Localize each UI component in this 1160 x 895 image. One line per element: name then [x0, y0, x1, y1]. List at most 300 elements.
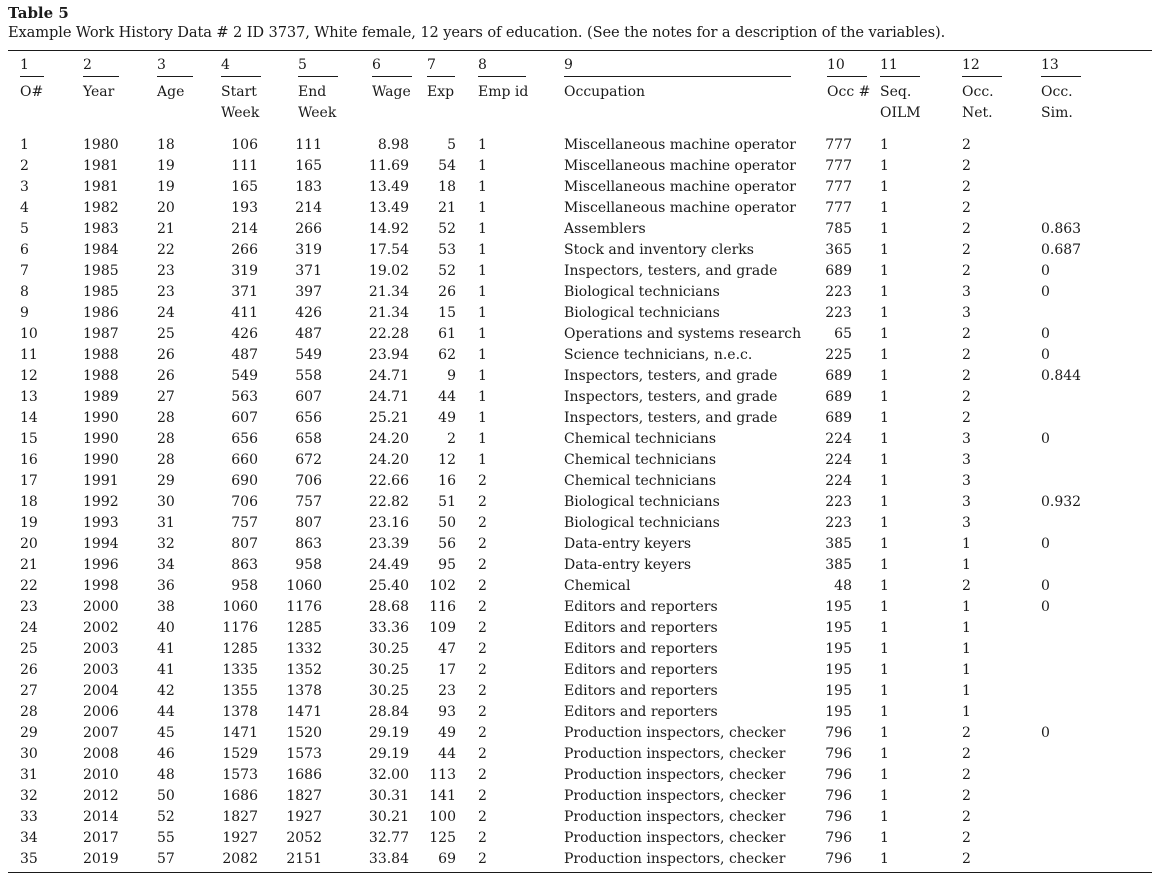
cell-year: 2002	[83, 620, 119, 636]
cell-occupation: Production inspectors, checker	[564, 830, 786, 846]
cell-occ-sim: 0.844	[1041, 368, 1082, 384]
cell-occupation-code: 224	[825, 431, 852, 447]
cell-age: 18	[157, 137, 175, 153]
column-number-label: 4	[221, 57, 261, 77]
cell-occ-sim	[1029, 177, 1152, 198]
cell-end-week: 672	[295, 452, 322, 468]
cell-age: 26	[157, 368, 175, 384]
cell-start-week: 607	[231, 410, 258, 426]
cell-employer-id: 1	[478, 410, 487, 426]
cell-occ-net: 2	[962, 410, 971, 426]
table-body	[8, 130, 1152, 870]
cell-wage: 13.49	[368, 179, 409, 195]
table-row	[8, 156, 1152, 177]
cell-seq-oilm: 1	[880, 599, 889, 615]
cell-year: 1988	[83, 347, 119, 363]
cell-year: 1990	[83, 431, 119, 447]
cell-order-number: 4	[20, 200, 29, 216]
cell-end-week: 2151	[286, 851, 322, 867]
cell-occupation-code: 785	[825, 221, 852, 237]
cell-employer-id: 1	[478, 284, 487, 300]
cell-occupation: Science technicians, n.e.c.	[564, 347, 753, 363]
cell-year: 2010	[83, 767, 119, 783]
cell-occupation: Production inspectors, checker	[564, 746, 786, 762]
cell-occupation: Chemical technicians	[564, 473, 717, 489]
cell-occupation-code: 365	[825, 242, 852, 258]
cell-occupation-code: 796	[825, 788, 852, 804]
cell-occ-net: 2	[962, 767, 971, 783]
column-number-occ-sim	[1029, 51, 1152, 77]
cell-year: 2003	[83, 641, 119, 657]
cell-order-number: 9	[20, 305, 29, 321]
cell-age: 24	[157, 305, 175, 321]
cell-age: 28	[157, 431, 175, 447]
cell-occupation-code: 689	[825, 263, 852, 279]
cell-age: 41	[157, 662, 175, 678]
cell-age: 28	[157, 452, 175, 468]
cell-occ-net: 2	[962, 221, 971, 237]
cell-occ-sim	[1029, 156, 1152, 177]
cell-experience: 141	[429, 788, 456, 804]
cell-occupation-code: 796	[825, 830, 852, 846]
cell-start-week: 549	[231, 368, 258, 384]
cell-seq-oilm: 1	[880, 515, 889, 531]
table-row	[8, 702, 1152, 723]
cell-order-number: 30	[20, 746, 38, 762]
table-row	[8, 282, 1152, 303]
column-header-line: Exp	[427, 84, 455, 100]
table-row	[8, 681, 1152, 702]
cell-occ-sim	[1029, 765, 1152, 786]
cell-order-number: 16	[20, 452, 38, 468]
cell-occ-net: 2	[962, 200, 971, 216]
cell-occ-net: 2	[962, 746, 971, 762]
column-number-employer-id	[466, 51, 552, 77]
cell-occ-net: 2	[962, 809, 971, 825]
cell-order-number: 18	[20, 494, 38, 510]
cell-occupation: Miscellaneous machine operator	[564, 137, 796, 153]
table-caption: Example Work History Data # 2 ID 3737, White female, 12 years of education. (See the notes for a description of the variables).	[8, 24, 946, 41]
cell-occ-sim	[1029, 807, 1152, 828]
cell-start-week: 757	[231, 515, 258, 531]
cell-age: 27	[157, 389, 175, 405]
cell-occ-sim	[1029, 555, 1152, 576]
cell-order-number: 2	[20, 158, 29, 174]
cell-occupation-code: 777	[825, 137, 852, 153]
cell-order-number: 11	[20, 347, 38, 363]
cell-occupation-code: 796	[825, 809, 852, 825]
cell-occupation-code: 223	[825, 515, 852, 531]
cell-age: 42	[157, 683, 175, 699]
cell-wage: 30.25	[368, 662, 409, 678]
column-header-occupation	[552, 77, 815, 130]
cell-employer-id: 1	[478, 368, 487, 384]
cell-end-week: 656	[295, 410, 322, 426]
column-number-experience	[415, 51, 466, 77]
cell-start-week: 487	[231, 347, 258, 363]
cell-seq-oilm: 1	[880, 494, 889, 510]
cell-experience: 93	[438, 704, 456, 720]
cell-occ-net: 2	[962, 242, 971, 258]
column-number-occupation	[552, 51, 815, 77]
cell-order-number: 13	[20, 389, 38, 405]
cell-employer-id: 2	[478, 683, 487, 699]
cell-occupation: Inspectors, testers, and grade	[564, 410, 778, 426]
cell-order-number: 23	[20, 599, 38, 615]
cell-occupation-code: 65	[834, 326, 852, 342]
cell-occupation: Production inspectors, checker	[564, 725, 786, 741]
cell-end-week: 1332	[286, 641, 322, 657]
cell-end-week: 319	[295, 242, 322, 258]
cell-occ-sim	[1029, 660, 1152, 681]
cell-employer-id: 2	[478, 830, 487, 846]
table-row	[8, 513, 1152, 534]
cell-age: 55	[157, 830, 175, 846]
cell-experience: 50	[438, 515, 456, 531]
table-row	[8, 492, 1152, 513]
cell-occupation: Inspectors, testers, and grade	[564, 389, 778, 405]
cell-seq-oilm: 1	[880, 326, 889, 342]
cell-year: 1993	[83, 515, 119, 531]
cell-age: 20	[157, 200, 175, 216]
cell-end-week: 958	[295, 557, 322, 573]
cell-end-week: 1060	[286, 578, 322, 594]
table-row	[8, 639, 1152, 660]
column-number-end-week	[286, 51, 360, 77]
cell-experience: 2	[447, 431, 456, 447]
column-header-occ-sim	[1029, 77, 1152, 130]
cell-occ-sim: 0	[1041, 431, 1050, 447]
cell-occupation-code: 777	[825, 200, 852, 216]
cell-wage: 29.19	[368, 746, 409, 762]
cell-employer-id: 2	[478, 746, 487, 762]
cell-employer-id: 1	[478, 137, 487, 153]
cell-end-week: 487	[295, 326, 322, 342]
cell-age: 50	[157, 788, 175, 804]
cell-end-week: 558	[295, 368, 322, 384]
cell-age: 23	[157, 263, 175, 279]
cell-occupation: Operations and systems research	[564, 326, 802, 342]
cell-seq-oilm: 1	[880, 767, 889, 783]
cell-occ-net: 2	[962, 158, 971, 174]
table-row	[8, 765, 1152, 786]
cell-wage: 22.82	[368, 494, 409, 510]
table-row	[8, 130, 1152, 156]
cell-seq-oilm: 1	[880, 368, 889, 384]
cell-occupation-code: 777	[825, 179, 852, 195]
cell-occupation: Miscellaneous machine operator	[564, 200, 796, 216]
cell-year: 1983	[83, 221, 119, 237]
cell-occ-sim	[1029, 387, 1152, 408]
cell-order-number: 7	[20, 263, 29, 279]
cell-year: 1982	[83, 200, 119, 216]
cell-occ-net: 2	[962, 179, 971, 195]
cell-occupation: Biological technicians	[564, 515, 720, 531]
cell-occ-sim	[1029, 450, 1152, 471]
table-row	[8, 471, 1152, 492]
column-number-age	[145, 51, 209, 77]
cell-occ-net: 1	[962, 557, 971, 573]
cell-wage: 33.36	[368, 620, 409, 636]
cell-employer-id: 1	[478, 389, 487, 405]
bottom-rule	[8, 872, 1152, 873]
column-header-line: Week	[221, 105, 260, 121]
cell-wage: 14.92	[368, 221, 409, 237]
cell-order-number: 25	[20, 641, 38, 657]
cell-wage: 21.34	[368, 284, 409, 300]
work-history-table	[8, 51, 1152, 870]
cell-order-number: 32	[20, 788, 38, 804]
cell-occupation: Chemical technicians	[564, 452, 717, 468]
column-header-experience	[415, 77, 466, 130]
cell-wage: 29.19	[368, 725, 409, 741]
cell-occ-net: 3	[962, 452, 971, 468]
cell-start-week: 863	[231, 557, 258, 573]
cell-experience: 102	[429, 578, 456, 594]
column-header-line: Wage	[372, 84, 411, 100]
table-row	[8, 261, 1152, 282]
cell-year: 2004	[83, 683, 119, 699]
cell-wage: 8.98	[377, 137, 409, 153]
cell-occ-sim: 0.687	[1041, 242, 1082, 258]
column-number-label: 12	[962, 57, 1002, 77]
cell-end-week: 549	[295, 347, 322, 363]
column-number-label: 1	[20, 57, 44, 77]
cell-occ-sim: 0	[1041, 536, 1050, 552]
cell-occupation: Editors and reporters	[564, 620, 718, 636]
table-row	[8, 324, 1152, 345]
cell-end-week: 1927	[286, 809, 322, 825]
cell-occupation: Production inspectors, checker	[564, 809, 786, 825]
cell-experience: 53	[438, 242, 456, 258]
cell-wage: 25.40	[368, 578, 409, 594]
cell-occupation: Biological technicians	[564, 284, 720, 300]
cell-occ-sim: 0	[1041, 599, 1050, 615]
cell-start-week: 958	[231, 578, 258, 594]
cell-occupation-code: 385	[825, 536, 852, 552]
cell-occ-net: 2	[962, 578, 971, 594]
column-header-line: Occ.	[1041, 84, 1073, 100]
cell-start-week: 426	[231, 326, 258, 342]
column-number-label: 3	[157, 57, 193, 77]
cell-age: 38	[157, 599, 175, 615]
cell-employer-id: 2	[478, 851, 487, 867]
table-row	[8, 240, 1152, 261]
cell-experience: 51	[438, 494, 456, 510]
cell-occupation-code: 689	[825, 410, 852, 426]
cell-employer-id: 2	[478, 641, 487, 657]
cell-order-number: 34	[20, 830, 38, 846]
cell-occupation: Data-entry keyers	[564, 557, 692, 573]
cell-occ-net: 3	[962, 473, 971, 489]
cell-order-number: 22	[20, 578, 38, 594]
cell-age: 32	[157, 536, 175, 552]
cell-occ-sim	[1029, 744, 1152, 765]
table-row	[8, 219, 1152, 240]
cell-seq-oilm: 1	[880, 704, 889, 720]
cell-year: 2008	[83, 746, 119, 762]
cell-occ-sim: 0	[1041, 284, 1050, 300]
column-number-occupation-code	[815, 51, 868, 77]
table-row	[8, 555, 1152, 576]
cell-occ-sim	[1029, 849, 1152, 870]
column-number-label: 7	[427, 57, 455, 77]
cell-year: 1990	[83, 410, 119, 426]
cell-experience: 12	[438, 452, 456, 468]
cell-wage: 32.00	[368, 767, 409, 783]
cell-wage: 24.71	[368, 389, 409, 405]
cell-order-number: 28	[20, 704, 38, 720]
cell-end-week: 1378	[286, 683, 322, 699]
cell-year: 1981	[83, 158, 119, 174]
column-header-line: End	[298, 84, 327, 100]
cell-year: 1985	[83, 284, 119, 300]
table-row	[8, 849, 1152, 870]
column-header-line: Sim.	[1041, 105, 1073, 121]
cell-experience: 17	[438, 662, 456, 678]
column-number-wage	[360, 51, 415, 77]
cell-wage: 23.94	[368, 347, 409, 363]
column-number-label: 6	[372, 57, 412, 77]
cell-end-week: 1573	[286, 746, 322, 762]
cell-end-week: 426	[295, 305, 322, 321]
cell-employer-id: 1	[478, 326, 487, 342]
cell-employer-id: 1	[478, 179, 487, 195]
cell-occupation-code: 195	[825, 599, 852, 615]
cell-year: 1986	[83, 305, 119, 321]
cell-end-week: 397	[295, 284, 322, 300]
cell-occupation-code: 796	[825, 851, 852, 867]
cell-occ-sim	[1029, 303, 1152, 324]
cell-end-week: 214	[295, 200, 322, 216]
cell-age: 22	[157, 242, 175, 258]
cell-year: 1987	[83, 326, 119, 342]
cell-employer-id: 2	[478, 557, 487, 573]
cell-experience: 95	[438, 557, 456, 573]
cell-start-week: 1471	[222, 725, 258, 741]
cell-experience: 62	[438, 347, 456, 363]
cell-occupation-code: 223	[825, 494, 852, 510]
cell-start-week: 165	[231, 179, 258, 195]
cell-occupation-code: 48	[834, 578, 852, 594]
cell-order-number: 17	[20, 473, 38, 489]
cell-wage: 28.84	[368, 704, 409, 720]
cell-order-number: 29	[20, 725, 38, 741]
cell-occ-sim	[1029, 513, 1152, 534]
cell-employer-id: 1	[478, 242, 487, 258]
cell-end-week: 1471	[286, 704, 322, 720]
cell-start-week: 266	[231, 242, 258, 258]
cell-occupation-code: 796	[825, 767, 852, 783]
cell-experience: 113	[429, 767, 456, 783]
column-number-seq-oilm	[868, 51, 950, 77]
cell-year: 2000	[83, 599, 119, 615]
cell-start-week: 1176	[222, 620, 258, 636]
column-header-employer-id	[466, 77, 552, 130]
cell-experience: 61	[438, 326, 456, 342]
cell-occ-sim	[1029, 681, 1152, 702]
table-row	[8, 786, 1152, 807]
cell-order-number: 6	[20, 242, 29, 258]
cell-occupation-code: 223	[825, 284, 852, 300]
column-header-line: Net.	[962, 105, 993, 121]
cell-occupation: Production inspectors, checker	[564, 767, 786, 783]
table-row	[8, 429, 1152, 450]
cell-occ-net: 1	[962, 599, 971, 615]
cell-year: 1990	[83, 452, 119, 468]
cell-experience: 125	[429, 830, 456, 846]
column-number-label: 13	[1041, 57, 1081, 77]
column-header-line: Occupation	[564, 84, 646, 100]
cell-wage: 25.21	[368, 410, 409, 426]
cell-wage: 17.54	[368, 242, 409, 258]
cell-year: 2003	[83, 662, 119, 678]
cell-year: 1988	[83, 368, 119, 384]
cell-start-week: 660	[231, 452, 258, 468]
cell-seq-oilm: 1	[880, 179, 889, 195]
cell-end-week: 807	[295, 515, 322, 531]
cell-year: 1996	[83, 557, 119, 573]
cell-experience: 21	[438, 200, 456, 216]
cell-occ-net: 1	[962, 662, 971, 678]
column-number-order-number	[8, 51, 71, 77]
column-header-line: Occ #	[827, 84, 871, 100]
cell-seq-oilm: 1	[880, 578, 889, 594]
cell-occupation: Biological technicians	[564, 305, 720, 321]
cell-occ-net: 3	[962, 494, 971, 510]
cell-start-week: 2082	[222, 851, 258, 867]
cell-experience: 109	[429, 620, 456, 636]
cell-seq-oilm: 1	[880, 305, 889, 321]
cell-occ-sim	[1029, 702, 1152, 723]
cell-end-week: 863	[295, 536, 322, 552]
cell-occupation: Editors and reporters	[564, 662, 718, 678]
cell-order-number: 19	[20, 515, 38, 531]
table-row	[8, 828, 1152, 849]
column-header-line: OILM	[880, 105, 921, 121]
table-row	[8, 387, 1152, 408]
cell-age: 34	[157, 557, 175, 573]
cell-occ-net: 2	[962, 788, 971, 804]
cell-employer-id: 1	[478, 263, 487, 279]
cell-wage: 30.25	[368, 641, 409, 657]
cell-occ-net: 2	[962, 830, 971, 846]
cell-order-number: 12	[20, 368, 38, 384]
column-header-end-week	[286, 77, 360, 130]
cell-order-number: 24	[20, 620, 38, 636]
cell-employer-id: 2	[478, 494, 487, 510]
cell-age: 19	[157, 158, 175, 174]
cell-employer-id: 2	[478, 725, 487, 741]
cell-employer-id: 1	[478, 200, 487, 216]
cell-seq-oilm: 1	[880, 536, 889, 552]
cell-seq-oilm: 1	[880, 158, 889, 174]
cell-year: 1984	[83, 242, 119, 258]
cell-occ-sim: 0	[1041, 263, 1050, 279]
cell-start-week: 1060	[222, 599, 258, 615]
cell-start-week: 106	[231, 137, 258, 153]
cell-seq-oilm: 1	[880, 830, 889, 846]
cell-employer-id: 2	[478, 788, 487, 804]
cell-end-week: 607	[295, 389, 322, 405]
cell-wage: 30.21	[368, 809, 409, 825]
cell-seq-oilm: 1	[880, 347, 889, 363]
cell-occ-sim: 0.932	[1041, 494, 1082, 510]
cell-year: 1980	[83, 137, 119, 153]
cell-experience: 52	[438, 221, 456, 237]
cell-age: 29	[157, 473, 175, 489]
cell-wage: 33.84	[368, 851, 409, 867]
